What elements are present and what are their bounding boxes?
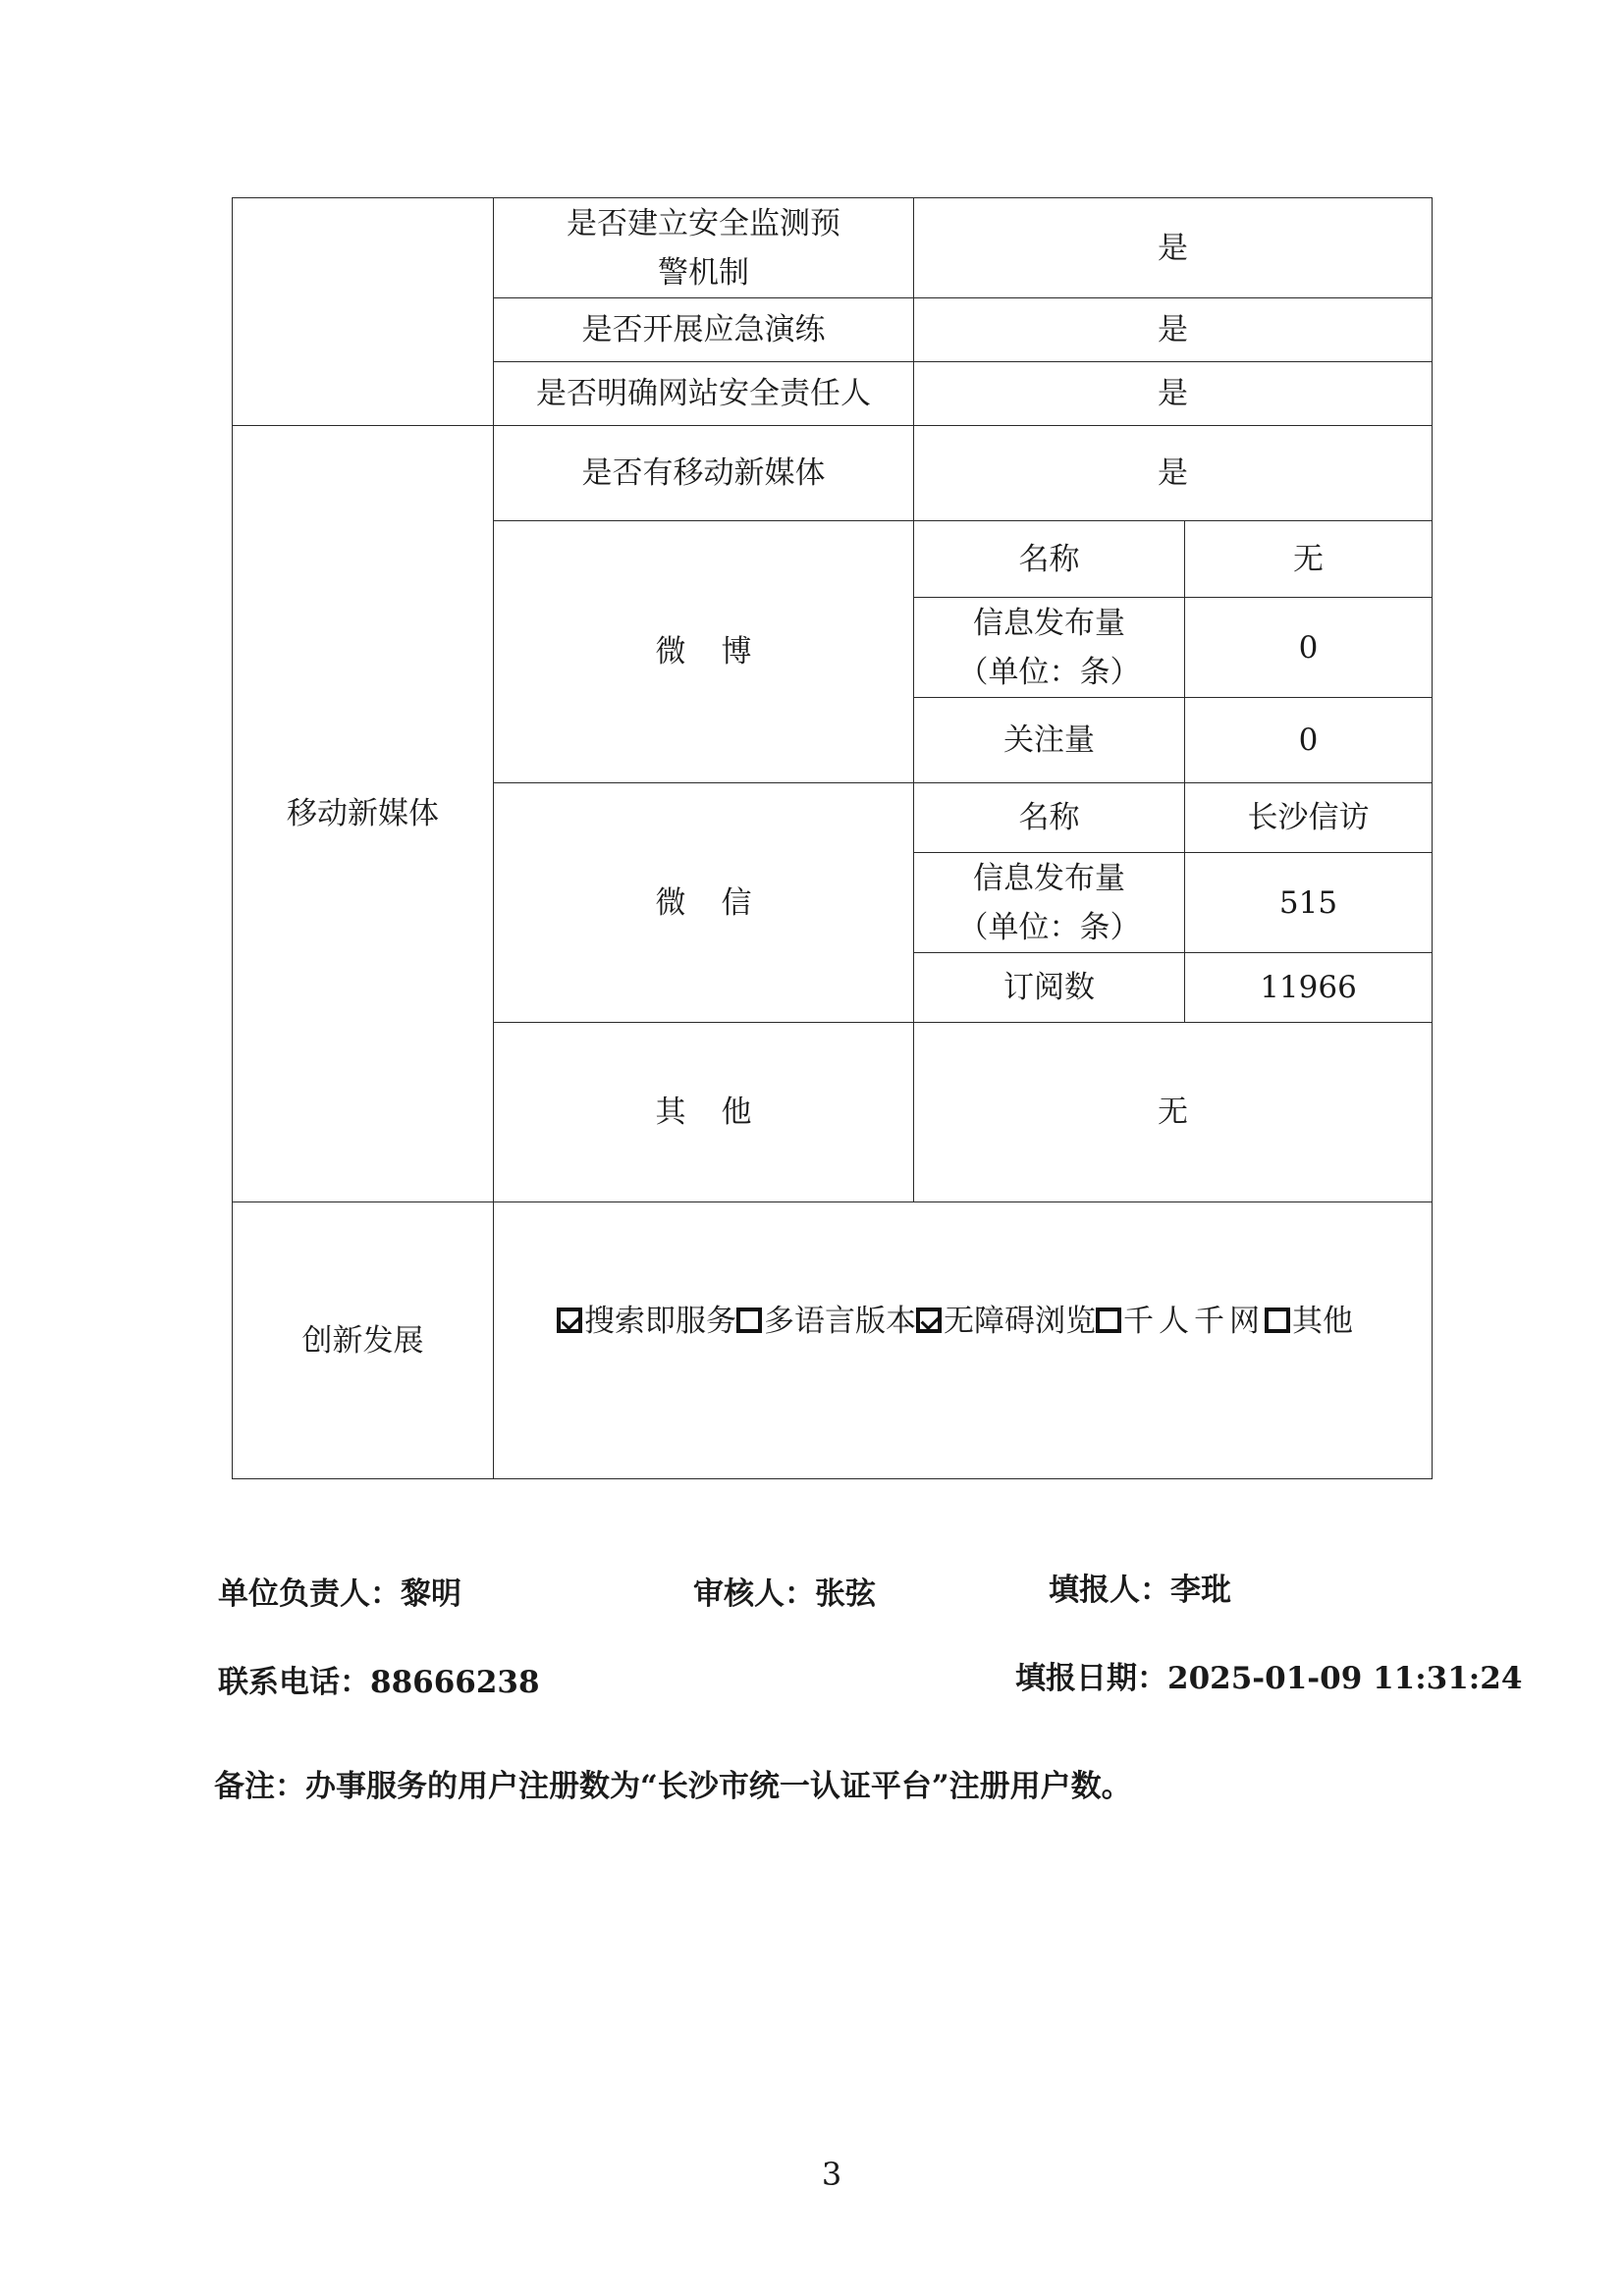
other-value: 无 [914,1023,1433,1202]
wechat-posts-value: 515 [1185,853,1433,953]
wechat-label: 微信 [494,783,914,1023]
checkbox-icon [1265,1308,1290,1333]
innovation-option [736,1304,916,1339]
innovation-options-cell [494,1202,1433,1479]
innovation-options [557,1300,1432,1343]
weibo-follow-value: 0 [1185,698,1433,783]
weibo-name-value: 无 [1185,521,1433,598]
report-table [232,197,1433,1479]
filler-signature: 填报人：李玭 [1049,1573,1231,1608]
wechat-subs-value: 11966 [1185,953,1433,1023]
unit-head-signature: 单位负责人：黎明 [218,1576,461,1612]
weibo-follow-label: 关注量 [914,698,1185,783]
weibo-posts-value: 0 [1185,598,1433,698]
row-label-responsible: 是否明确网站安全责任人 [494,362,914,426]
wechat-name-label: 名称 [914,783,1185,853]
row-label-monitoring: 是否建立安全监测预警机制 [494,198,914,298]
checkbox-icon [1096,1308,1121,1333]
wechat-subs-label: 订阅数 [914,953,1185,1023]
row-value-monitoring: 是 [914,198,1433,298]
innovation-option-label: 搜索即服务 [584,1304,736,1339]
contact-phone: 联系电话：88666238 [218,1665,540,1700]
fill-date: 填报日期：2025-01-09 11:31:24 [1015,1661,1523,1696]
row-label-has-media: 是否有移动新媒体 [494,426,914,521]
innovation-option-label: 其他 [1292,1304,1353,1339]
innovation-option-label: 千人千网 [1123,1304,1265,1339]
section-label-empty [233,198,494,426]
innovation-option [1265,1304,1353,1339]
row-value-has-media: 是 [914,426,1433,521]
innovation-option [1096,1304,1265,1339]
weibo-label: 微博 [494,521,914,783]
row-value-drill: 是 [914,298,1433,362]
row-value-responsible: 是 [914,362,1433,426]
remark-note: 备注：办事服务的用户注册数为“长沙市统一认证平台”注册用户数。 [214,1769,1132,1804]
checkbox-icon [557,1308,582,1333]
section-label-innovation: 创新发展 [233,1202,494,1479]
wechat-name-value: 长沙信访 [1185,783,1433,853]
reviewer-signature: 审核人：张弦 [693,1576,876,1612]
innovation-option [557,1304,736,1339]
other-label: 其他 [494,1023,914,1202]
row-label-drill: 是否开展应急演练 [494,298,914,362]
checkbox-icon [916,1308,942,1333]
page-number: 3 [821,2156,842,2193]
innovation-option [916,1304,1096,1339]
innovation-option-label: 多语言版本 [764,1304,916,1339]
innovation-option-label: 无障碍浏览 [944,1304,1096,1339]
wechat-posts-label: 信息发布量（单位：条） [914,853,1185,953]
weibo-name-label: 名称 [914,521,1185,598]
weibo-posts-label: 信息发布量（单位：条） [914,598,1185,698]
section-label-media: 移动新媒体 [233,426,494,1202]
checkbox-icon [736,1308,762,1333]
